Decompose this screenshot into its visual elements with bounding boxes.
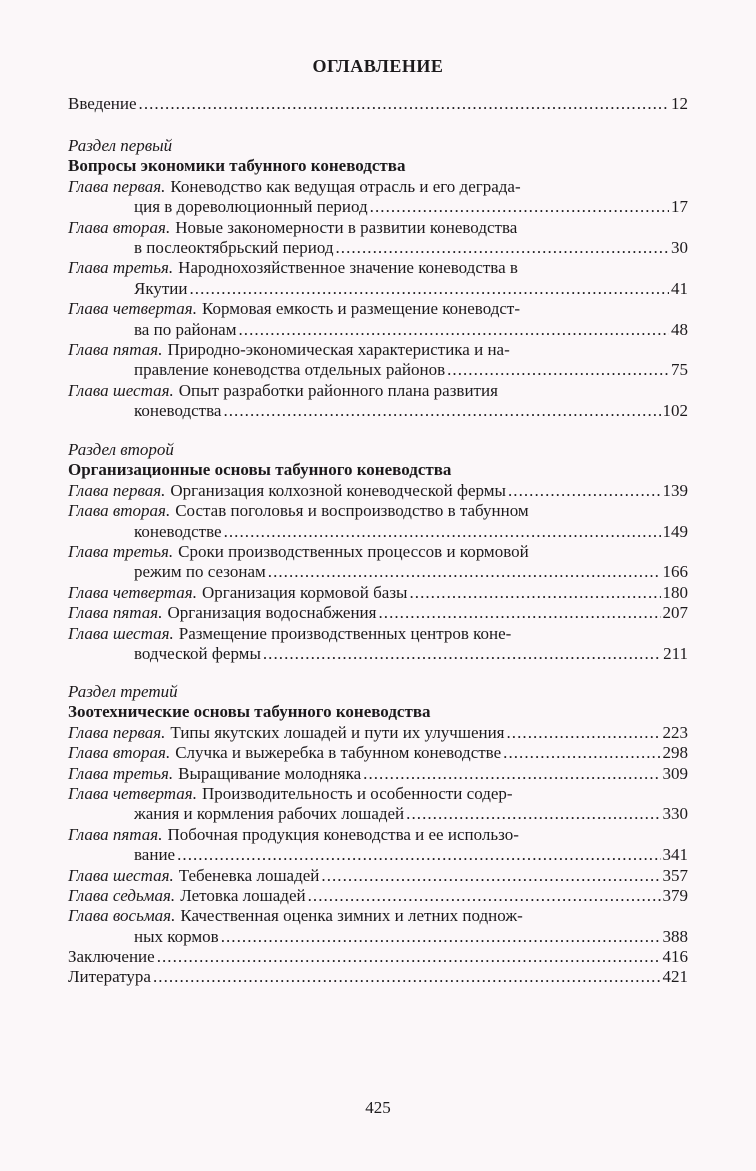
dot-leader (308, 886, 661, 906)
entry-title: Организация водоснабжения (167, 603, 377, 623)
entry-title: Производительность и особенности содер- (201, 783, 513, 803)
entry-page: 357 (662, 865, 688, 885)
section-heading: Организационные основы табунного коневодства (68, 460, 452, 480)
chapter-label: Глава вторая. (68, 743, 171, 763)
chapter-label: Глава восьмая. (68, 906, 176, 926)
toc-line (68, 197, 688, 217)
chapter-label: Глава пятая. (68, 603, 163, 623)
entry-title: правление коневодства отдельных районов (134, 360, 446, 380)
toc-line (68, 401, 688, 421)
dot-leader (378, 603, 660, 623)
entry-page: 17 (671, 197, 688, 217)
toc-line (68, 886, 688, 906)
entry-title: Опыт разработки районного плана развития (178, 380, 498, 400)
chapter-label: Глава четвертая. (68, 582, 197, 602)
toc-line (68, 542, 688, 562)
entry-title: водческой фермы (134, 643, 261, 663)
toc-line (68, 258, 688, 278)
toc-line (68, 906, 688, 926)
entry-page: 421 (662, 967, 688, 987)
dot-leader (239, 320, 670, 340)
entry-page: 309 (662, 763, 688, 783)
entry-title: Кормовая емкость и размещение коневодст- (201, 299, 521, 319)
entry-page: 330 (662, 804, 688, 824)
entry-title: ва по районам (134, 319, 237, 339)
entry-page: 166 (662, 562, 688, 582)
entry-page: 41 (671, 278, 688, 298)
toc-entry[interactable] (68, 603, 688, 623)
chapter-label: Глава вторая. (68, 217, 171, 237)
toc-entry[interactable] (68, 624, 688, 665)
dot-leader (153, 967, 661, 987)
entry-title: жания и кормления рабочих лошадей (134, 804, 405, 824)
entry-title: Качественная оценка зимних и летних поднож- (180, 906, 523, 926)
entry-title: ция в дореволюционный период (134, 197, 368, 217)
entry-title: коневодстве (134, 521, 222, 541)
dot-leader (157, 947, 661, 967)
section-part-label: Раздел второй (68, 440, 174, 459)
toc-line (68, 562, 688, 582)
toc-entry[interactable] (68, 886, 688, 906)
toc-line (68, 967, 688, 987)
dot-leader (223, 401, 660, 421)
entry-title: Народнохозяйственное значение коневодства в (178, 258, 518, 278)
entry-page: 102 (662, 401, 688, 421)
toc-entry[interactable] (68, 501, 688, 542)
section-2 (68, 440, 688, 664)
entry-page: 298 (662, 743, 688, 763)
entry-page: 12 (671, 94, 688, 113)
dot-leader (503, 743, 660, 763)
entry-page: 48 (671, 319, 688, 339)
toc-line (68, 360, 688, 380)
toc-title: ОГЛАВЛЕНИЕ (312, 56, 444, 76)
entry-page: 388 (662, 926, 688, 946)
entry-title: Организация кормовой базы (201, 582, 408, 602)
chapter-label: Глава первая. (68, 176, 166, 196)
chapter-label: Глава шестая. (68, 623, 174, 643)
toc-entry-intro[interactable] (68, 94, 688, 114)
dot-leader (139, 94, 669, 114)
dot-leader (508, 481, 661, 501)
entry-title: Сроки производственных процессов и кормовой (178, 541, 529, 561)
chapter-label: Глава шестая. (68, 865, 174, 885)
toc-entry[interactable] (68, 177, 688, 218)
toc-line (68, 501, 688, 521)
entry-title: коневодства (134, 401, 222, 421)
chapter-label: Глава вторая. (68, 501, 171, 521)
dot-leader (321, 866, 660, 886)
chapter-label: Глава третья. (68, 763, 174, 783)
toc-line (68, 624, 688, 644)
entry-title: Заключение (68, 947, 155, 967)
entry-title: Случка и выжеребка в табунном коневодстве (175, 743, 502, 763)
toc-line (68, 177, 688, 197)
dot-leader (268, 562, 661, 582)
entry-page: 211 (663, 643, 688, 663)
entry-title: Побочная продукция коневодства и ее использо- (167, 824, 519, 844)
toc-line (68, 299, 688, 319)
chapter-label: Глава первая. (68, 722, 166, 742)
section-1 (68, 136, 688, 421)
chapter-label: Глава пятая. (68, 824, 163, 844)
chapter-label: Глава первая. (68, 480, 166, 500)
chapter-label: Глава седьмая. (68, 885, 176, 905)
toc-line (68, 218, 688, 238)
toc-line (68, 927, 688, 947)
toc-line (68, 603, 688, 623)
dot-leader (335, 238, 669, 258)
toc-line (68, 845, 688, 865)
toc-line (68, 644, 688, 664)
toc-entry[interactable] (68, 583, 688, 603)
toc-entry[interactable] (68, 947, 688, 967)
toc-line (68, 784, 688, 804)
entry-title: Новые закономерности в развитии коневодства (175, 217, 518, 237)
toc-line (68, 522, 688, 542)
entry-page: 149 (662, 521, 688, 541)
toc-line (68, 764, 688, 784)
entry-page: 379 (662, 885, 688, 905)
toc-entry[interactable] (68, 481, 688, 501)
toc-line (68, 381, 688, 401)
toc-line (68, 481, 688, 501)
entry-page: 75 (671, 360, 688, 380)
toc-entry[interactable] (68, 218, 688, 259)
dot-leader (224, 522, 661, 542)
dot-leader (177, 845, 660, 865)
toc-entry[interactable] (68, 906, 688, 947)
toc-line (68, 279, 688, 299)
entry-title: Летовка лошадей (180, 885, 306, 905)
toc-line (68, 866, 688, 886)
chapter-label: Глава шестая. (68, 380, 174, 400)
entry-title: вание (134, 845, 176, 865)
toc-entry[interactable] (68, 784, 688, 825)
toc-line (68, 320, 688, 340)
toc-line (68, 723, 688, 743)
toc-entry[interactable] (68, 764, 688, 784)
chapter-label: Глава пятая. (68, 339, 163, 359)
section-part-label: Раздел третий (68, 682, 178, 701)
chapter-label: Глава третья. (68, 541, 174, 561)
toc-entry[interactable] (68, 340, 688, 381)
dot-leader (189, 279, 669, 299)
entry-title: Тебеневка лошадей (178, 865, 320, 885)
entry-page: 207 (662, 603, 688, 623)
toc-line (68, 825, 688, 845)
section-3 (68, 682, 688, 988)
dot-leader (221, 927, 661, 947)
entry-page: 139 (662, 480, 688, 500)
dot-leader (447, 360, 669, 380)
toc-entry[interactable] (68, 825, 688, 866)
toc-line (68, 804, 688, 824)
toc-entry[interactable] (68, 299, 688, 340)
toc-entry[interactable] (68, 258, 688, 299)
entry-title: режим по сезонам (134, 562, 266, 582)
entry-page: 30 (671, 237, 688, 257)
dot-leader (263, 644, 661, 664)
entry-title: Коневодство как ведущая отрасль и его деграда- (170, 176, 521, 196)
chapter-label: Глава третья. (68, 258, 174, 278)
dot-leader (409, 583, 660, 603)
toc-entry[interactable] (68, 381, 688, 422)
entry-page: 416 (662, 947, 688, 967)
entry-page: 180 (662, 582, 688, 602)
entry-title: Размещение производственных центров коне- (178, 623, 512, 643)
chapter-label: Глава четвертая. (68, 783, 197, 803)
dot-leader (370, 197, 669, 217)
entry-title: ных кормов (134, 926, 219, 946)
entry-title: в послеоктябрьский период (134, 237, 334, 257)
toc-line (68, 340, 688, 360)
dot-leader (363, 764, 660, 784)
entry-title: Состав поголовья и воспроизводство в табунном (175, 501, 529, 521)
entry-title: Выращивание молодняка (178, 763, 362, 783)
toc-entry[interactable] (68, 967, 688, 987)
entry-title: Организация колхозной коневодческой фермы (170, 480, 506, 500)
toc-line (68, 743, 688, 763)
dot-leader (406, 804, 660, 824)
entry-title: Якутии (134, 278, 188, 298)
entry-title: Введение (68, 94, 137, 113)
toc-line (68, 947, 688, 967)
toc-entry[interactable] (68, 866, 688, 886)
dot-leader (507, 723, 661, 743)
toc-entry[interactable] (68, 723, 688, 743)
entry-title: Литература (68, 967, 151, 987)
section-heading: Вопросы экономики табунного коневодства (68, 156, 406, 176)
toc-line (68, 583, 688, 603)
section-part-label: Раздел первый (68, 136, 173, 155)
entry-page: 223 (662, 722, 688, 742)
page-number: 425 (365, 1098, 391, 1117)
chapter-label: Глава четвертая. (68, 299, 197, 319)
toc-entry[interactable] (68, 542, 688, 583)
entry-title: Природно-экономическая характеристика и на- (167, 339, 510, 359)
entry-page: 341 (662, 845, 688, 865)
section-heading: Зоотехнические основы табунного коневодства (68, 702, 431, 722)
toc-entry[interactable] (68, 743, 688, 763)
toc-line (68, 238, 688, 258)
entry-title: Типы якутских лошадей и пути их улучшения (170, 722, 505, 742)
